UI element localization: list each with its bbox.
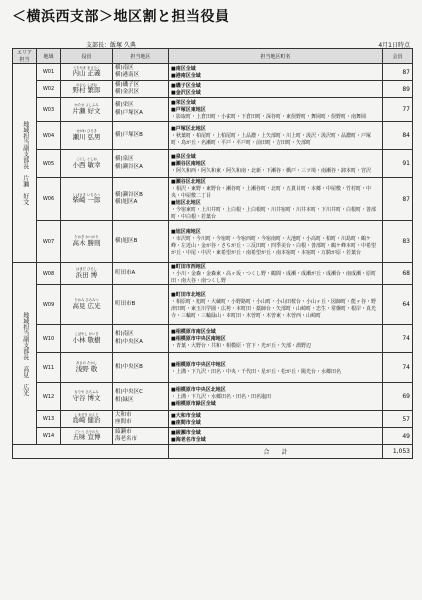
ward-name: 大和市 [115,411,132,418]
ward-name: 横)港南区 [115,72,140,78]
section-detail: ・秋葉町・柏尾町・上柏尾町・上品濃・上矢部町・川上町・汲沢・汲沢町・品濃町・戸塚町・鳥が丘・名瀬町・平戸・平戸町・前田町・吉田町・矢部町 [171,133,372,146]
towns-cell [169,81,383,98]
region-cell: W08 [37,263,61,285]
towns-cell [169,150,383,178]
ward-name: 横)南区 [115,64,134,71]
towns-cell [169,263,383,285]
region-cell: W02 [37,81,61,98]
officer-cell [61,221,113,263]
officer-cell [61,98,113,122]
region-cell: W12 [37,383,61,411]
section-detail: ・上溝・下九沢・田名・中央・千代田・星が丘・松が丘・陽光台・水郷田名 [171,368,342,375]
officer-furigana: あさの たかし [76,361,97,366]
towns-cell [169,178,383,221]
officer-furigana: たかみ ひろみつ [74,298,99,303]
branch-chief: 支部長：飯塚 久典 [86,42,136,49]
section-heading: ■磯子区全域 [171,83,201,89]
towns-cell [169,325,383,353]
area-group-cell: 地域担当副支部長 片瀬 好文 [13,64,37,263]
ward-name: 相)中央区B [115,363,143,370]
ward-cell [113,263,169,285]
region-cell: W06 [37,178,61,221]
officer-name: 浅野 敬 [75,364,98,373]
region-cell: W07 [37,221,61,263]
officer-furigana: せがわ ひろき [76,129,97,134]
table-row [13,64,413,81]
officer-name: 高見 広光 [72,301,101,310]
officer-cell [61,428,113,445]
ward-name: 横)栄区 [115,102,134,109]
ward-name: 横)瀬谷区B [115,191,143,198]
officer-name: 守谷 博文 [72,393,101,402]
towns-cell [169,221,383,263]
header-members: 会員 [383,49,413,64]
total-value: 1,053 [383,445,413,459]
region-cell: W04 [37,122,61,150]
section-heading: ■旭区北地区 [171,200,201,206]
officer-furigana: はまだ ひろし [76,267,97,272]
officer-name: 小西 敏幸 [72,160,101,169]
section-heading: ■南区全域 [171,66,196,72]
ward-name: 横)戸塚区B [115,131,143,138]
towns-cell [169,98,383,122]
table-row [13,150,413,178]
officer-cell [61,64,113,81]
section-detail: ・相原町・旭町・大蔵町・小野路町・小山町・小山田桜台・小山ヶ丘・図師町・能ヶ谷・野津田町・東玉川学園・広袴・本町田・薬師台・矢部町・山崎町・忠生・常盤町・根岸・真光寺・三輪町・三輪緑山・本町田・木曽町・木曽東・木曽西・山崎町 [171,298,377,319]
section-heading: ■町田市北地区 [171,291,206,298]
table-row [13,353,413,383]
officer-furigana: のむら しげお [76,82,97,87]
table-row [13,81,413,98]
section-heading: ■戸塚区東地区 [171,107,206,113]
region-cell: W03 [37,98,61,122]
ward-cell [113,428,169,445]
section-heading: ■瀬谷区北地区 [171,179,206,185]
table-row [13,122,413,150]
section-heading: ■栄区全域 [171,100,196,106]
region-cell: W05 [37,150,61,178]
section-detail: ・相沢・東野・東野台・瀬谷町・上瀬谷町・北町・五貫目町・本郷・中屋敷・竹村町・中央・中屋敷二丁目 [171,186,372,199]
ward-cell [113,178,169,221]
region-cell: W13 [37,411,61,428]
section-detail: ・市沢町・今川町・今宿町・今宿西町・今宿南町・大池町・小高町・柏町・川島町・鶴ケ峰・左近山・金が谷・さちが丘・三反田町・四季美台・白根・善部町・鶴ケ峰本町・中希望が丘・中尾・中沢・東希望が丘・南希望が丘・南本宿町・本宿町・万騎が原・若葉台 [171,235,377,256]
members-cell: 89 [383,81,413,98]
section-detail: ・上溝・下九沢・水郷田名・田名・田名塩田 [171,394,272,400]
members-cell: 84 [383,122,413,150]
section-heading: ■金沢区全域 [171,90,201,96]
header-region: 地域 [37,49,61,64]
section-heading: ■相模原市中央区中地区 [171,361,226,368]
members-cell: 83 [383,221,413,263]
section-heading: ■戸塚区北地区 [171,126,206,132]
members-cell: 64 [383,285,413,325]
ward-name: 綾瀬市 [115,428,132,435]
section-detail: ・影取町・上倉田町・小雀町・下倉田町・深谷町・東俣野町・舞岡町・俣野町・南舞岡 [171,114,367,120]
officer-furigana: ごとう ひでのり [74,429,99,434]
table-header-row [13,49,413,64]
officer-cell [61,81,113,98]
ward-cell [113,285,169,325]
table-row [13,383,413,411]
section-heading: ■相模原市南区全域 [171,329,216,335]
officer-cell [61,411,113,428]
section-heading: ■座間市全域 [171,420,201,426]
table-row [13,263,413,285]
region-cell: W01 [37,64,61,81]
area-group-cell: 地域担当副支部長 高見 広光 [13,263,37,445]
towns-cell [169,122,383,150]
ward-name: 横)瀬谷区A [115,163,143,170]
members-cell: 69 [383,383,413,411]
officer-furigana: しまざき けんじ [74,412,99,417]
officer-furigana: たかぎ かつのり [74,235,99,240]
ward-name: 相)緑区 [115,396,134,403]
members-cell: 49 [383,428,413,445]
officer-cell [61,285,113,325]
ward-name: 横)泉区 [115,156,134,163]
table-row [13,98,413,122]
members-cell: 57 [383,411,413,428]
ward-cell [113,81,169,98]
total-row [13,445,413,459]
members-cell: 74 [383,325,413,353]
table-row [13,325,413,353]
table-row [13,411,413,428]
ward-name: 海老名市 [115,436,138,442]
header-towns: 担当地区町名 [169,49,383,64]
ward-cell [113,353,169,383]
officer-furigana: かたせ よしふみ [74,103,99,108]
ward-name: 相)中央区A [115,338,143,345]
officer-name: 小林 敬樹 [72,335,101,344]
table-row [13,221,413,263]
page-title: ＜横浜西支部＞地区割と担当役員 [12,9,230,25]
section-heading: ■相模原市緑区全域 [171,401,216,407]
region-cell: W11 [37,353,61,383]
officer-furigana: しばさき いちろう [72,192,101,197]
officer-cell [61,178,113,221]
header-area: エリア担当 [13,49,37,64]
table-row [13,285,413,325]
officer-furigana: こにし としお [76,157,97,162]
members-cell: 77 [383,98,413,122]
officer-name: 五味 宣博 [72,433,101,442]
as-of-date: 4月1日時点 [378,42,410,49]
officer-name: 瀬川 弘男 [72,132,101,141]
officer-cell [61,122,113,150]
section-heading: ■海老名市全域 [171,437,206,443]
ward-cell [113,98,169,122]
ward-cell [113,64,169,81]
section-detail: ・今宿東町・上川井町・上白根・上白根町・川井宿町・川井本町・下川井町・白根町・善部町・中白根・若葉台 [171,207,377,220]
officer-cell [61,383,113,411]
officer-name: 内山 正義 [72,69,101,78]
total-spacer [13,445,169,459]
ward-name: 町田市B [115,300,136,307]
ward-name: 相)中央区C [115,389,143,396]
section-heading: ■相模原市中央区北地区 [171,387,226,393]
officer-furigana: もりや ひろふみ [74,390,99,395]
towns-cell [169,411,383,428]
ward-cell [113,150,169,178]
members-cell: 68 [383,263,413,285]
towns-cell [169,383,383,411]
officer-name: 高木 勝則 [72,238,101,247]
towns-cell [169,64,383,81]
officer-name: 浜田 博 [75,270,98,279]
officer-furigana: こばやし けいき [74,332,99,337]
section-heading: ■泉区全域 [171,154,196,160]
section-heading: ■港南区全域 [171,73,201,79]
officer-cell [61,325,113,353]
region-cell: W10 [37,325,61,353]
section-detail: ・小川・金森・金森東・高ヶ坂・つくし野・鶴間・成瀬・成瀬が丘・成瀬台・南成瀬・原町田・南大谷・南つくし野 [171,271,377,284]
officer-cell [61,150,113,178]
section-heading: ■瀬谷区南地区 [171,161,206,167]
officer-name: 島崎 健治 [72,416,101,425]
officer-name: 柴崎 一郎 [72,196,101,205]
ward-name: 横)旭区A [115,199,138,205]
officer-table [12,48,413,459]
ward-cell [113,383,169,411]
ward-name: 町田市A [115,269,136,276]
towns-cell [169,353,383,383]
header-officer: 役員 [61,49,113,64]
total-label: 合 計 [169,445,383,459]
section-heading: ■旭区南地区 [171,228,201,235]
region-cell: W09 [37,285,61,325]
towns-cell [169,428,383,445]
section-heading: ■相模原市中央区南地区 [171,336,226,342]
members-cell: 87 [383,178,413,221]
ward-name: 相)南区 [115,331,134,338]
section-heading: ■綾瀬市全域 [171,430,201,436]
section-heading: ■大和市全域 [171,413,201,419]
officer-furigana: うちやま まさひこ [72,65,101,70]
ward-cell [113,411,169,428]
members-cell: 74 [383,353,413,383]
towns-cell [169,285,383,325]
members-cell: 91 [383,150,413,178]
ward-name: 横)旭区B [115,237,138,244]
region-cell: W14 [37,428,61,445]
ward-name: 横)磯子区 [115,81,140,88]
table-row [13,178,413,221]
officer-cell [61,353,113,383]
ward-name: 横)戸塚区A [115,109,143,116]
table-row [13,428,413,445]
officer-name: 片瀬 好文 [72,106,101,115]
officer-name: 野村 繁郎 [72,86,101,95]
ward-cell [113,325,169,353]
ward-cell [113,221,169,263]
members-cell: 87 [383,64,413,81]
ward-name: 座間市 [115,419,132,425]
section-detail: ・阿久和西・阿久和東・阿久和南・北新・下瀬谷・橋戸・三ツ境・南瀬谷・卸本町・宮沢 [171,168,372,174]
ward-cell [113,122,169,150]
section-detail: ・青葉・大野台・共和・相模原・宮下・光が丘・矢部・淵野辺 [171,343,312,349]
header-ward: 担当地区 [113,49,169,64]
section-heading: ■町田市西地区 [171,264,206,270]
ward-name: 横)金沢区 [115,89,140,95]
officer-cell [61,263,113,285]
